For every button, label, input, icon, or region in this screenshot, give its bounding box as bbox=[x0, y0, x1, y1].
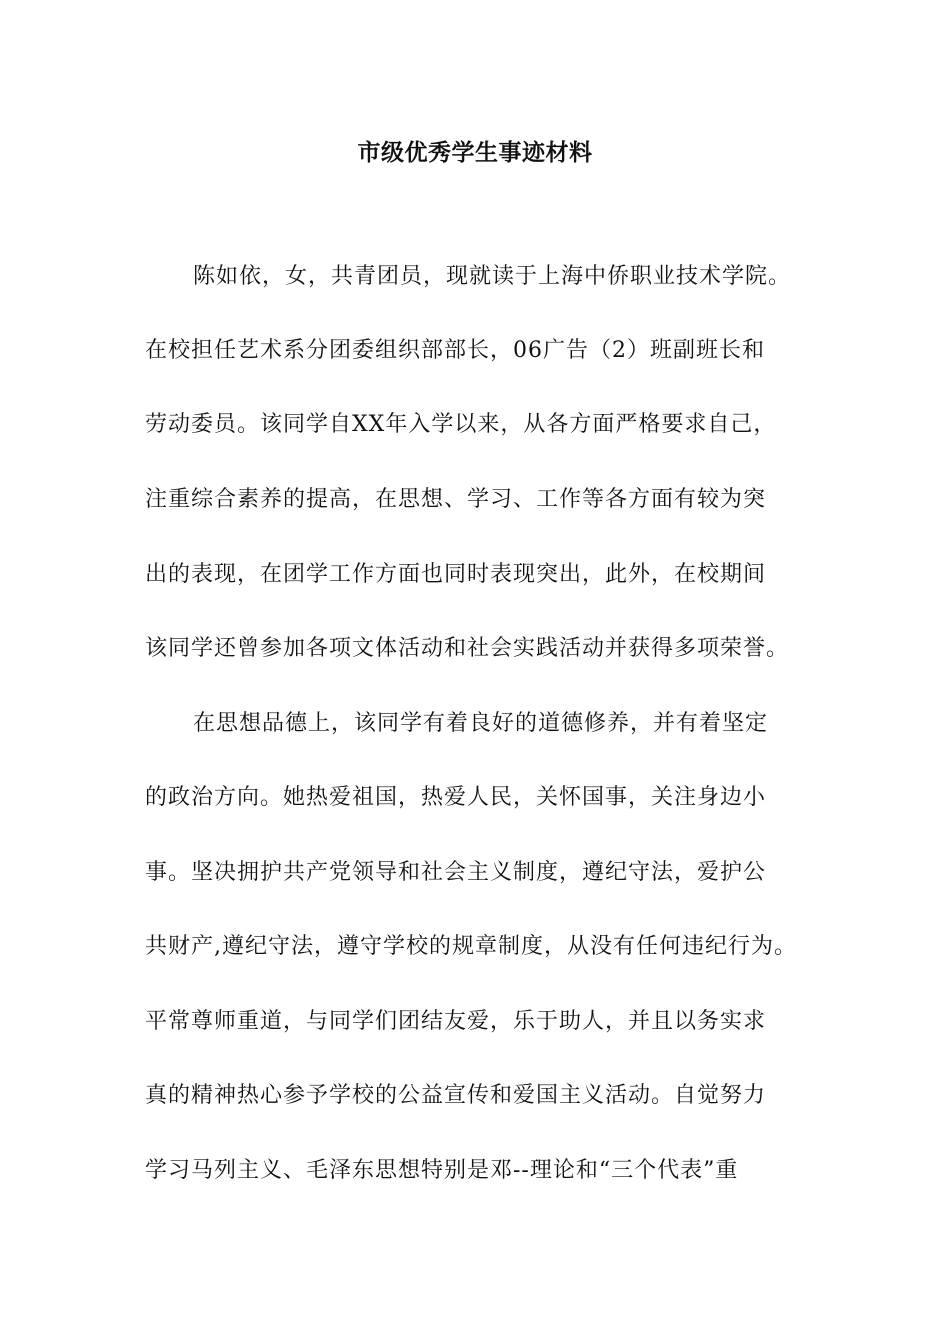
paragraph-2-line-7: 学习马列主义、毛泽东思想特别是邓--理论和“三个代表”重 bbox=[145, 1158, 739, 1183]
paragraph-1-line-5: 出的表现，在团学工作方面也同时表现突出，此外，在校期间 bbox=[145, 562, 767, 587]
paragraph-1-line-1: 陈如依，女，共青团员，现就读于上海中侨职业技术学院。 bbox=[193, 264, 792, 289]
paragraph-2-line-6: 真的精神热心参予学校的公益宣传和爱国主义活动。自觉努力 bbox=[145, 1083, 767, 1108]
document-title: 市级优秀学生事迹材料 bbox=[357, 140, 593, 166]
paragraph-1-line-6: 该同学还曾参加各项文体活动和社会实践活动并获得多项荣誉。 bbox=[145, 636, 790, 661]
paragraph-2-line-3: 事。坚决拥护共产党领导和社会主义制度，遵纪守法，爱护公 bbox=[145, 860, 767, 885]
paragraph-2-line-5: 平常尊师重道，与同学们团结友爱，乐于助人，并且以务实求 bbox=[145, 1009, 767, 1034]
paragraph-1-line-2: 在校担任艺术系分团委组织部部长，06广告（2）班副班长和 bbox=[145, 338, 765, 363]
paragraph-2-line-2: 的政治方向。她热爱祖国，热爱人民，关怀国事，关注身边小 bbox=[145, 785, 767, 810]
paragraph-1-line-3: 劳动委员。该同学自XX年入学以来，从各方面严格要求自己， bbox=[145, 412, 777, 437]
paragraph-2-line-1: 在思想品德上，该同学有着良好的道德修养，并有着坚定 bbox=[193, 711, 769, 736]
paragraph-1-line-4: 注重综合素养的提高，在思想、学习、工作等各方面有较为突 bbox=[145, 487, 767, 512]
paragraph-2-line-4: 共财产,遵纪守法，遵守学校的规章制度，从没有任何违纪行为。 bbox=[145, 934, 797, 959]
